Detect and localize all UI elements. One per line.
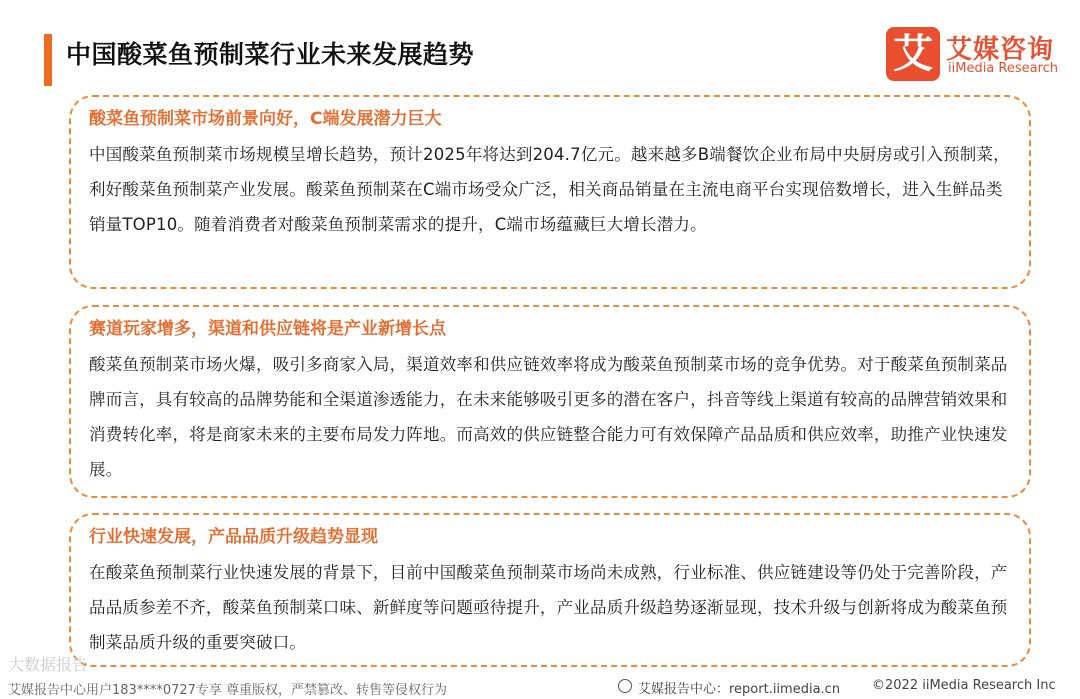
card-heading: 赛道玩家增多，渠道和供应链将是产业新增长点 [89, 319, 446, 339]
title-accent-bar [44, 34, 52, 86]
page-title: 中国酸菜鱼预制菜行业未来发展趋势 [66, 40, 475, 69]
logo-name-cn: 艾媒咨询 [946, 35, 1055, 65]
logo-mark-icon: 艾 [886, 27, 940, 81]
card-body: 中国酸菜鱼预制菜市场规模呈增长趋势，预计2025年将达到204.7亿元。越来越多B端餐饮企业布局中央厨房或引入预制菜，利好酸菜鱼预制菜产业发展。酸菜鱼预制菜在C端市场受众广泛，相关商品销量在主流电商平台实现倍数增长，进入生鲜品类销量TOP10。随着消费者对酸菜鱼预制菜需求的提升，C端市场蕴藏巨大增长潜力。 [89, 145, 1010, 234]
watermark: 大数据报告 [8, 655, 89, 674]
logo-name-en: iiMedia Research [948, 61, 1059, 76]
trend-card-3 [69, 513, 1031, 667]
trend-card-2 [69, 305, 1031, 498]
iimedia-logo [886, 27, 1066, 83]
card-body: 酸菜鱼预制菜市场火爆，吸引多商家入局，渠道效率和供应链效率将成为酸菜鱼预制菜市场的竞争优势。对于酸菜鱼预制菜品牌而言，具有较高的品牌势能和全渠道渗透能力，在未来能够吸引更多的潜在客户，抖音等线上渠道有较高的品牌营销效果和消费转化率，将是商家未来的主要布局发力阵地。而高效的供应链整合能力可有效保障产品品质和供应效率，助推产业快速发展。 [89, 355, 1008, 479]
footer-copyright: ©2022 iiMedia Research Inc [872, 678, 1056, 693]
footer [0, 676, 1080, 699]
footer-report-link[interactable]: 艾媒报告中心：report.iimedia.cn [638, 682, 841, 697]
globe-icon [618, 679, 632, 693]
trend-card-1 [69, 95, 1031, 289]
card-heading: 行业快速发展，产品品质升级趋势显现 [89, 527, 378, 547]
card-body: 在酸菜鱼预制菜行业快速发展的背景下，目前中国酸菜鱼预制菜市场尚未成熟，行业标准、供应链建设等仍处于完善阶段，产品品质参差不齐，酸菜鱼预制菜口味、新鲜度等问题亟待提升，产业品质升级趋势逐渐显现，技术升级与创新将成为酸菜鱼预制菜品质升级的重要突破口。 [89, 563, 1008, 652]
card-heading: 酸菜鱼预制菜市场前景向好，C端发展潜力巨大 [89, 109, 442, 129]
footer-copyright-notice: 艾媒报告中心用户183****0727专享 尊重版权，严禁篡改、转售等侵权行为 [8, 683, 448, 698]
